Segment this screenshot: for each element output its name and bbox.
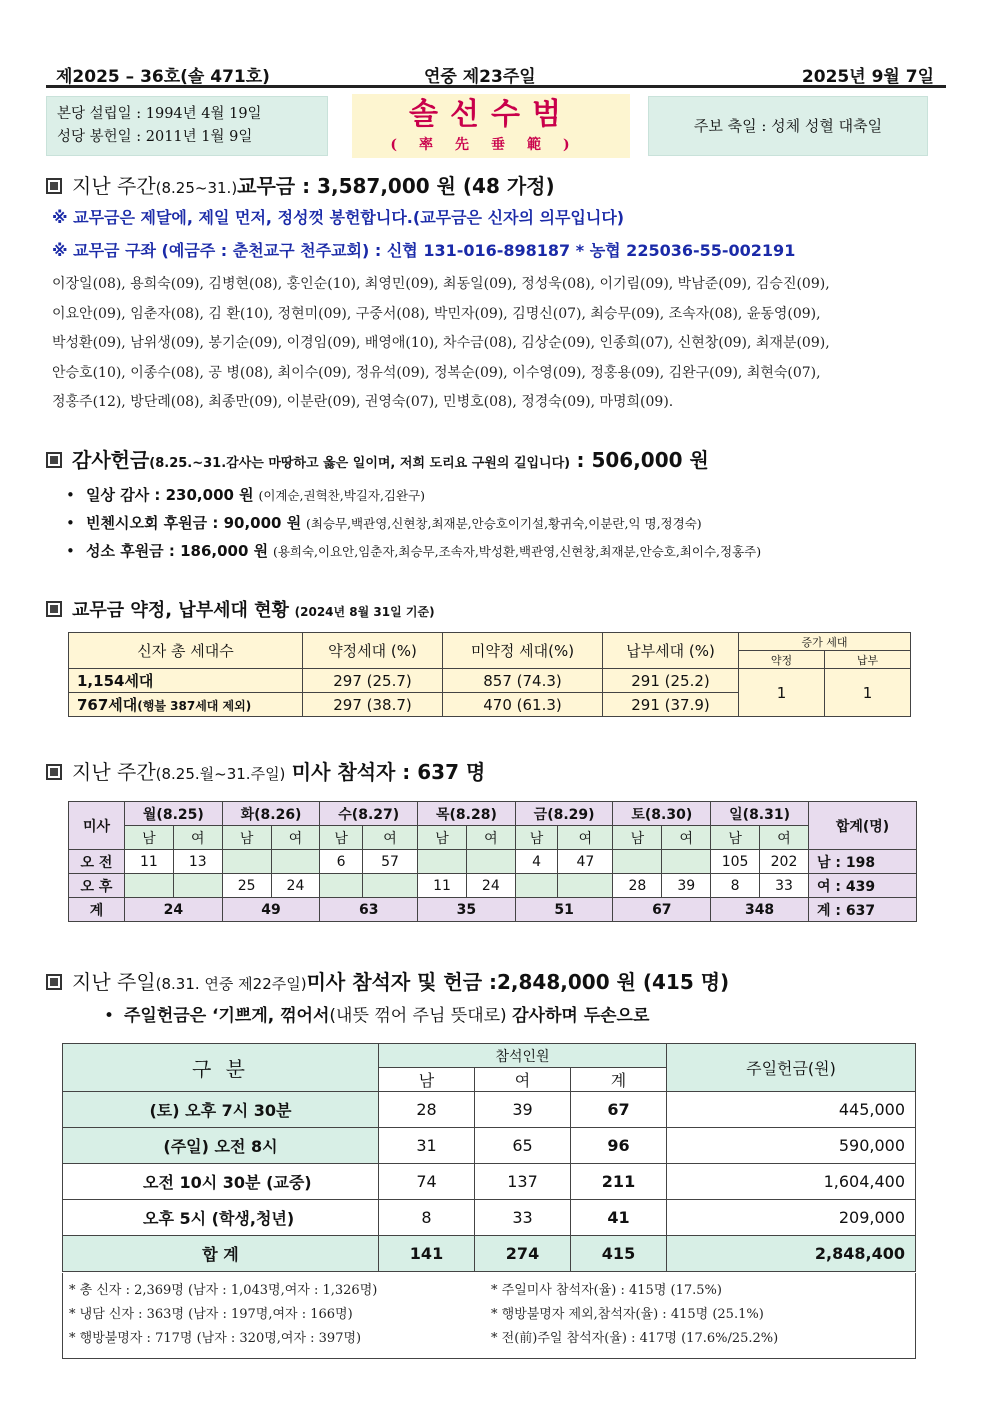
- table-row: [69, 669, 911, 693]
- female-header: 여: [662, 826, 711, 850]
- col-header: 증가 세대: [739, 633, 911, 651]
- motto-hanja: (率先垂範): [390, 137, 592, 153]
- female-header: 여: [760, 826, 809, 850]
- table-cell: 35: [418, 898, 516, 922]
- table-cell: [271, 850, 320, 874]
- table-cell: 67: [613, 898, 711, 922]
- table-cell: 합 계: [63, 1236, 379, 1272]
- table-cell: 25: [222, 874, 271, 898]
- table-cell: [466, 850, 515, 874]
- sunday-offering-table: [62, 1043, 916, 1272]
- row-label: 계: [69, 898, 125, 922]
- table-cell: 남 : 198: [809, 850, 917, 874]
- thanks-heading-label: 감사헌금: [72, 448, 150, 472]
- table-cell: [418, 850, 467, 874]
- table-cell: 445,000: [667, 1092, 916, 1128]
- feast-text: 주보 축일 : 성체 성혈 대축일: [693, 117, 883, 135]
- table-cell: 57: [362, 850, 417, 874]
- table-cell: 211: [571, 1164, 667, 1200]
- female-header: 여: [271, 826, 320, 850]
- issue-number: 제2025 – 36호(솔 471호): [56, 67, 270, 87]
- footer-stat: * 행방불명자 제외,참석자(율) : 415명 (25.1%): [491, 1307, 764, 1322]
- table-cell: 41: [571, 1200, 667, 1236]
- table-cell: 24: [466, 874, 515, 898]
- table-cell: 1: [824, 669, 910, 717]
- bullet-end: 감사하며 두손으로: [512, 1006, 650, 1026]
- female-header: 여: [362, 826, 417, 850]
- thanks-item-label: 빈첸시오회 후원금 : 90,000 원: [86, 514, 302, 532]
- male-header: 남: [125, 826, 174, 850]
- contribution-amount: 교무금 : 3,587,000 원 (48 가정): [237, 174, 555, 198]
- pledge-heading-label: 교무금 약정, 납부세대 현황: [72, 600, 289, 621]
- pledge-table: [68, 632, 911, 717]
- table-cell: 1,604,400: [667, 1164, 916, 1200]
- table-cell: [662, 850, 711, 874]
- footer-stat: * 냉담 신자 : 363명 (남자 : 197명,여자 : 166명): [69, 1307, 353, 1322]
- thanks-item-label: 성소 후원금 : 186,000 원: [86, 542, 269, 560]
- table-cell: 33: [760, 874, 809, 898]
- table-cell: 105: [711, 850, 760, 874]
- square-bullet-icon: [46, 452, 62, 468]
- thanks-item: • 성소 후원금 : 186,000 원 (용희숙,이요안,임춘자,최승무,조속자,박성환,백관영,신현창,최재분,안승호,최이수,정홍주): [66, 542, 762, 560]
- table-row: [63, 1200, 916, 1236]
- contribution-note: ※ 교무금은 제달에, 제일 먼저, 정성껏 봉헌합니다.(교무금은 신자의 의무입니다): [52, 208, 625, 227]
- table-cell: [125, 874, 174, 898]
- table-cell: 857 (74.3): [443, 669, 603, 693]
- thanks-item-names: (용희숙,이요안,임춘자,최승무,조속자,박성환,백관영,신현창,최재분,안승호,최이수,정홍주): [272, 544, 762, 559]
- male-header: 남: [320, 826, 363, 850]
- day-header: 금(8.29): [515, 802, 613, 826]
- attendance-period: (8.25.월~31.주일): [155, 765, 286, 783]
- table-cell: 291 (25.2): [603, 669, 739, 693]
- male-header: 남: [515, 826, 558, 850]
- founding-dates-box: [46, 96, 328, 156]
- feast-box: [648, 96, 928, 156]
- contribution-period: (8.25~31.): [155, 179, 238, 197]
- table-row: [63, 1092, 916, 1128]
- col-header: 신자 총 세대수: [69, 633, 303, 669]
- female-header: 여: [466, 826, 515, 850]
- table-row: [69, 850, 917, 874]
- table-cell: 297 (25.7): [303, 669, 443, 693]
- table-row: [63, 1128, 916, 1164]
- thanks-item: • 빈첸시오회 후원금 : 90,000 원 (최승무,백관영,신현창,최재분,안승호이기설,황귀숙,이분란,익 명,정경숙): [66, 514, 702, 532]
- thanks-subtitle: (8.25.~31.감사는 마땅하고 옳은 일이며, 저희 도리요 구원의 길입니다): [149, 456, 571, 471]
- day-header: 월(8.25): [125, 802, 223, 826]
- thanks-heading: [46, 444, 709, 473]
- table-cell: 1: [739, 669, 825, 717]
- table-cell: (토) 오후 7시 30분: [63, 1092, 379, 1128]
- table-cell: 33: [475, 1200, 571, 1236]
- table-cell: 24: [271, 874, 320, 898]
- male-header: 남: [222, 826, 271, 850]
- motto-title: 솔선수범: [409, 97, 573, 132]
- footer-stat: * 총 신자 : 2,369명 (남자 : 1,043명,여자 : 1,326명): [69, 1283, 378, 1298]
- table-row: [63, 1164, 916, 1200]
- table-row: [69, 874, 917, 898]
- table-cell: 오후 5시 (학생,청년): [63, 1200, 379, 1236]
- col-header: 합계(명): [809, 802, 917, 850]
- table-cell: 11: [418, 874, 467, 898]
- table-cell: 4: [515, 850, 558, 874]
- sunday-heading: [46, 966, 729, 995]
- table-cell: 28: [613, 874, 662, 898]
- footer-stat: * 주일미사 참석자(율) : 415명 (17.5%): [491, 1283, 722, 1298]
- table-cell: 28: [379, 1092, 475, 1128]
- square-bullet-icon: [46, 764, 62, 780]
- footer-stat: * 전(前)주일 참석자(율) : 417명 (17.6%/25.2%): [491, 1331, 779, 1346]
- table-cell: 31: [379, 1128, 475, 1164]
- contribution-heading-label: 지난 주간: [72, 174, 156, 198]
- table-cell: 11: [125, 850, 174, 874]
- statistics-footer: [62, 1273, 916, 1359]
- table-cell: 1,154세대: [69, 669, 303, 693]
- col-header: 납부: [824, 651, 910, 669]
- founding-line: 본당 설립일 : 1994년 4월 19일: [57, 106, 262, 122]
- table-cell: [515, 874, 558, 898]
- table-cell: [222, 850, 271, 874]
- household-note: (행불 387세대 제외): [137, 699, 252, 713]
- thanks-item: • 일상 감사 : 230,000 원 (이계순,권혁찬,박길자,김완구): [66, 486, 426, 504]
- footer-stat: * 행방불명자 : 717명 (남자 : 320명,여자 : 397명): [69, 1331, 362, 1346]
- table-cell: [558, 874, 613, 898]
- motto-box: [352, 94, 630, 158]
- table-cell: 65: [475, 1128, 571, 1164]
- contributor-names: [52, 270, 952, 418]
- table-cell: 291 (37.9): [603, 693, 739, 717]
- thanks-item-label: 일상 감사 : 230,000 원: [86, 486, 254, 504]
- sunday-period: (8.31. 연중 제22주일): [155, 975, 307, 993]
- table-cell: 24: [125, 898, 223, 922]
- square-bullet-icon: [46, 601, 62, 617]
- col-header: 약정세대 (%): [303, 633, 443, 669]
- bulletin-date: 2025년 9월 7일: [801, 67, 934, 87]
- col-header: 남: [379, 1068, 475, 1092]
- table-cell: 415: [571, 1236, 667, 1272]
- table-cell: 49: [222, 898, 320, 922]
- household-count: 767세대: [77, 696, 138, 714]
- table-cell: [362, 874, 417, 898]
- thanks-item-names: (이계순,권혁찬,박길자,김완구): [258, 488, 426, 503]
- row-label: 오 후: [69, 874, 125, 898]
- col-header: 구 분: [63, 1044, 379, 1092]
- names-line: 박성환(09), 남위생(09), 봉기순(09), 이경임(09), 배영애(10), 차수금(08), 김상순(09), 인종희(07), 신현창(09), 최재분(09),: [52, 335, 830, 351]
- table-cell: 47: [558, 850, 613, 874]
- table-cell: 2,848,400: [667, 1236, 916, 1272]
- table-cell: 39: [475, 1092, 571, 1128]
- attendance-heading-label: 지난 주간: [72, 760, 156, 784]
- attendance-heading: [46, 756, 485, 785]
- table-cell: 137: [475, 1164, 571, 1200]
- dedication-line: 성당 봉헌일 : 2011년 1월 9일: [57, 129, 253, 145]
- table-cell: [173, 874, 222, 898]
- table-row: [69, 898, 917, 922]
- table-cell: 209,000: [667, 1200, 916, 1236]
- day-header: 토(8.30): [613, 802, 711, 826]
- square-bullet-icon: [46, 178, 62, 194]
- names-line: 안승호(10), 이종수(08), 공 병(08), 최이수(09), 정유석(09), 정복순(09), 이수영(09), 정홍용(09), 김완구(09), 최현숙(07),: [52, 364, 821, 381]
- table-cell: [69, 693, 303, 717]
- col-header: 주일헌금(원): [667, 1044, 916, 1092]
- day-header: 수(8.27): [320, 802, 418, 826]
- table-cell: 8: [711, 874, 760, 898]
- day-header: 화(8.26): [222, 802, 320, 826]
- col-header: 미약정 세대(%): [443, 633, 603, 669]
- table-cell: 계 : 637: [809, 898, 917, 922]
- table-cell: 13: [173, 850, 222, 874]
- pledge-heading: [46, 596, 435, 622]
- bullet-mid: (내뜻 꺾어 주님 뜻대로): [329, 1006, 507, 1026]
- table-cell: 274: [475, 1236, 571, 1272]
- table-cell: [613, 850, 662, 874]
- male-header: 남: [418, 826, 467, 850]
- contribution-account-note: ※ 교무금 구좌 (예금주 : 춘천교구 천주교회) : 신협 131-016-898187 * 농협 225036-55-002191: [52, 241, 796, 260]
- female-header: 여: [173, 826, 222, 850]
- names-line: 정홍주(12), 방단례(08), 최종만(09), 이분란(09), 권영숙(07), 민병호(08), 정경숙(09), 마명희(09).: [52, 394, 674, 410]
- thanks-total: : 506,000 원: [576, 448, 709, 472]
- table-cell: 6: [320, 850, 363, 874]
- col-header: 납부세대 (%): [603, 633, 739, 669]
- table-row: [63, 1236, 916, 1272]
- col-header: 미사: [69, 802, 125, 850]
- row-label: 오 전: [69, 850, 125, 874]
- male-header: 남: [711, 826, 760, 850]
- col-header: 여: [475, 1068, 571, 1092]
- liturgical-week: 연중 제23주일: [424, 67, 536, 87]
- weekly-attendance-table: [68, 801, 917, 922]
- table-cell: 297 (38.7): [303, 693, 443, 717]
- sunday-total: 미사 참석자 및 헌금 :2,848,000 원 (415 명): [306, 970, 730, 994]
- sunday-heading-label: 지난 주일: [72, 970, 156, 994]
- day-header: 일(8.31): [711, 802, 809, 826]
- table-cell: 96: [571, 1128, 667, 1164]
- table-cell: [320, 874, 363, 898]
- table-cell: 74: [379, 1164, 475, 1200]
- table-cell: 470 (61.3): [443, 693, 603, 717]
- names-line: 이장일(08), 용희숙(09), 김병현(08), 홍인순(10), 최영민(09), 최동일(09), 정성욱(08), 이기림(09), 박남준(09), 김승진(09),: [52, 276, 830, 292]
- col-header: 참석인원: [379, 1044, 667, 1068]
- square-bullet-icon: [46, 974, 62, 990]
- female-header: 여: [558, 826, 613, 850]
- col-header: 계: [571, 1068, 667, 1092]
- table-cell: 141: [379, 1236, 475, 1272]
- table-cell: 348: [711, 898, 809, 922]
- table-cell: 63: [320, 898, 418, 922]
- table-cell: 오전 10시 30분 (교중): [63, 1164, 379, 1200]
- col-header: 약정: [739, 651, 825, 669]
- table-cell: 590,000: [667, 1128, 916, 1164]
- names-line: 이요안(09), 임춘자(08), 김 환(10), 정현미(09), 구중서(08), 박민자(09), 김명신(07), 최승무(09), 조속자(08), 윤동영(09),: [52, 305, 821, 322]
- table-cell: 67: [571, 1092, 667, 1128]
- bulletin-header: [46, 58, 946, 88]
- attendance-total: 미사 참석자 : 637 명: [291, 760, 486, 784]
- thanks-item-names: (최승무,백관영,신현창,최재분,안승호이기설,황귀숙,이분란,익 명,정경숙): [305, 516, 702, 531]
- table-cell: 202: [760, 850, 809, 874]
- table-cell: 8: [379, 1200, 475, 1236]
- table-cell: 51: [515, 898, 613, 922]
- table-cell: 여 : 439: [809, 874, 917, 898]
- pledge-note: (2024년 8월 31일 기준): [294, 605, 435, 619]
- sunday-bullet: • 주일헌금은 ‘기쁘게, 꺾어서(내뜻 꺾어 주님 뜻대로) 감사하며 두손으로: [104, 1006, 650, 1026]
- table-cell: (주일) 오전 8시: [63, 1128, 379, 1164]
- male-header: 남: [613, 826, 662, 850]
- bullet-text: 주일헌금은 ‘기쁘게, 꺾어서: [124, 1006, 330, 1026]
- day-header: 목(8.28): [418, 802, 516, 826]
- contribution-heading: [46, 170, 555, 199]
- table-cell: 39: [662, 874, 711, 898]
